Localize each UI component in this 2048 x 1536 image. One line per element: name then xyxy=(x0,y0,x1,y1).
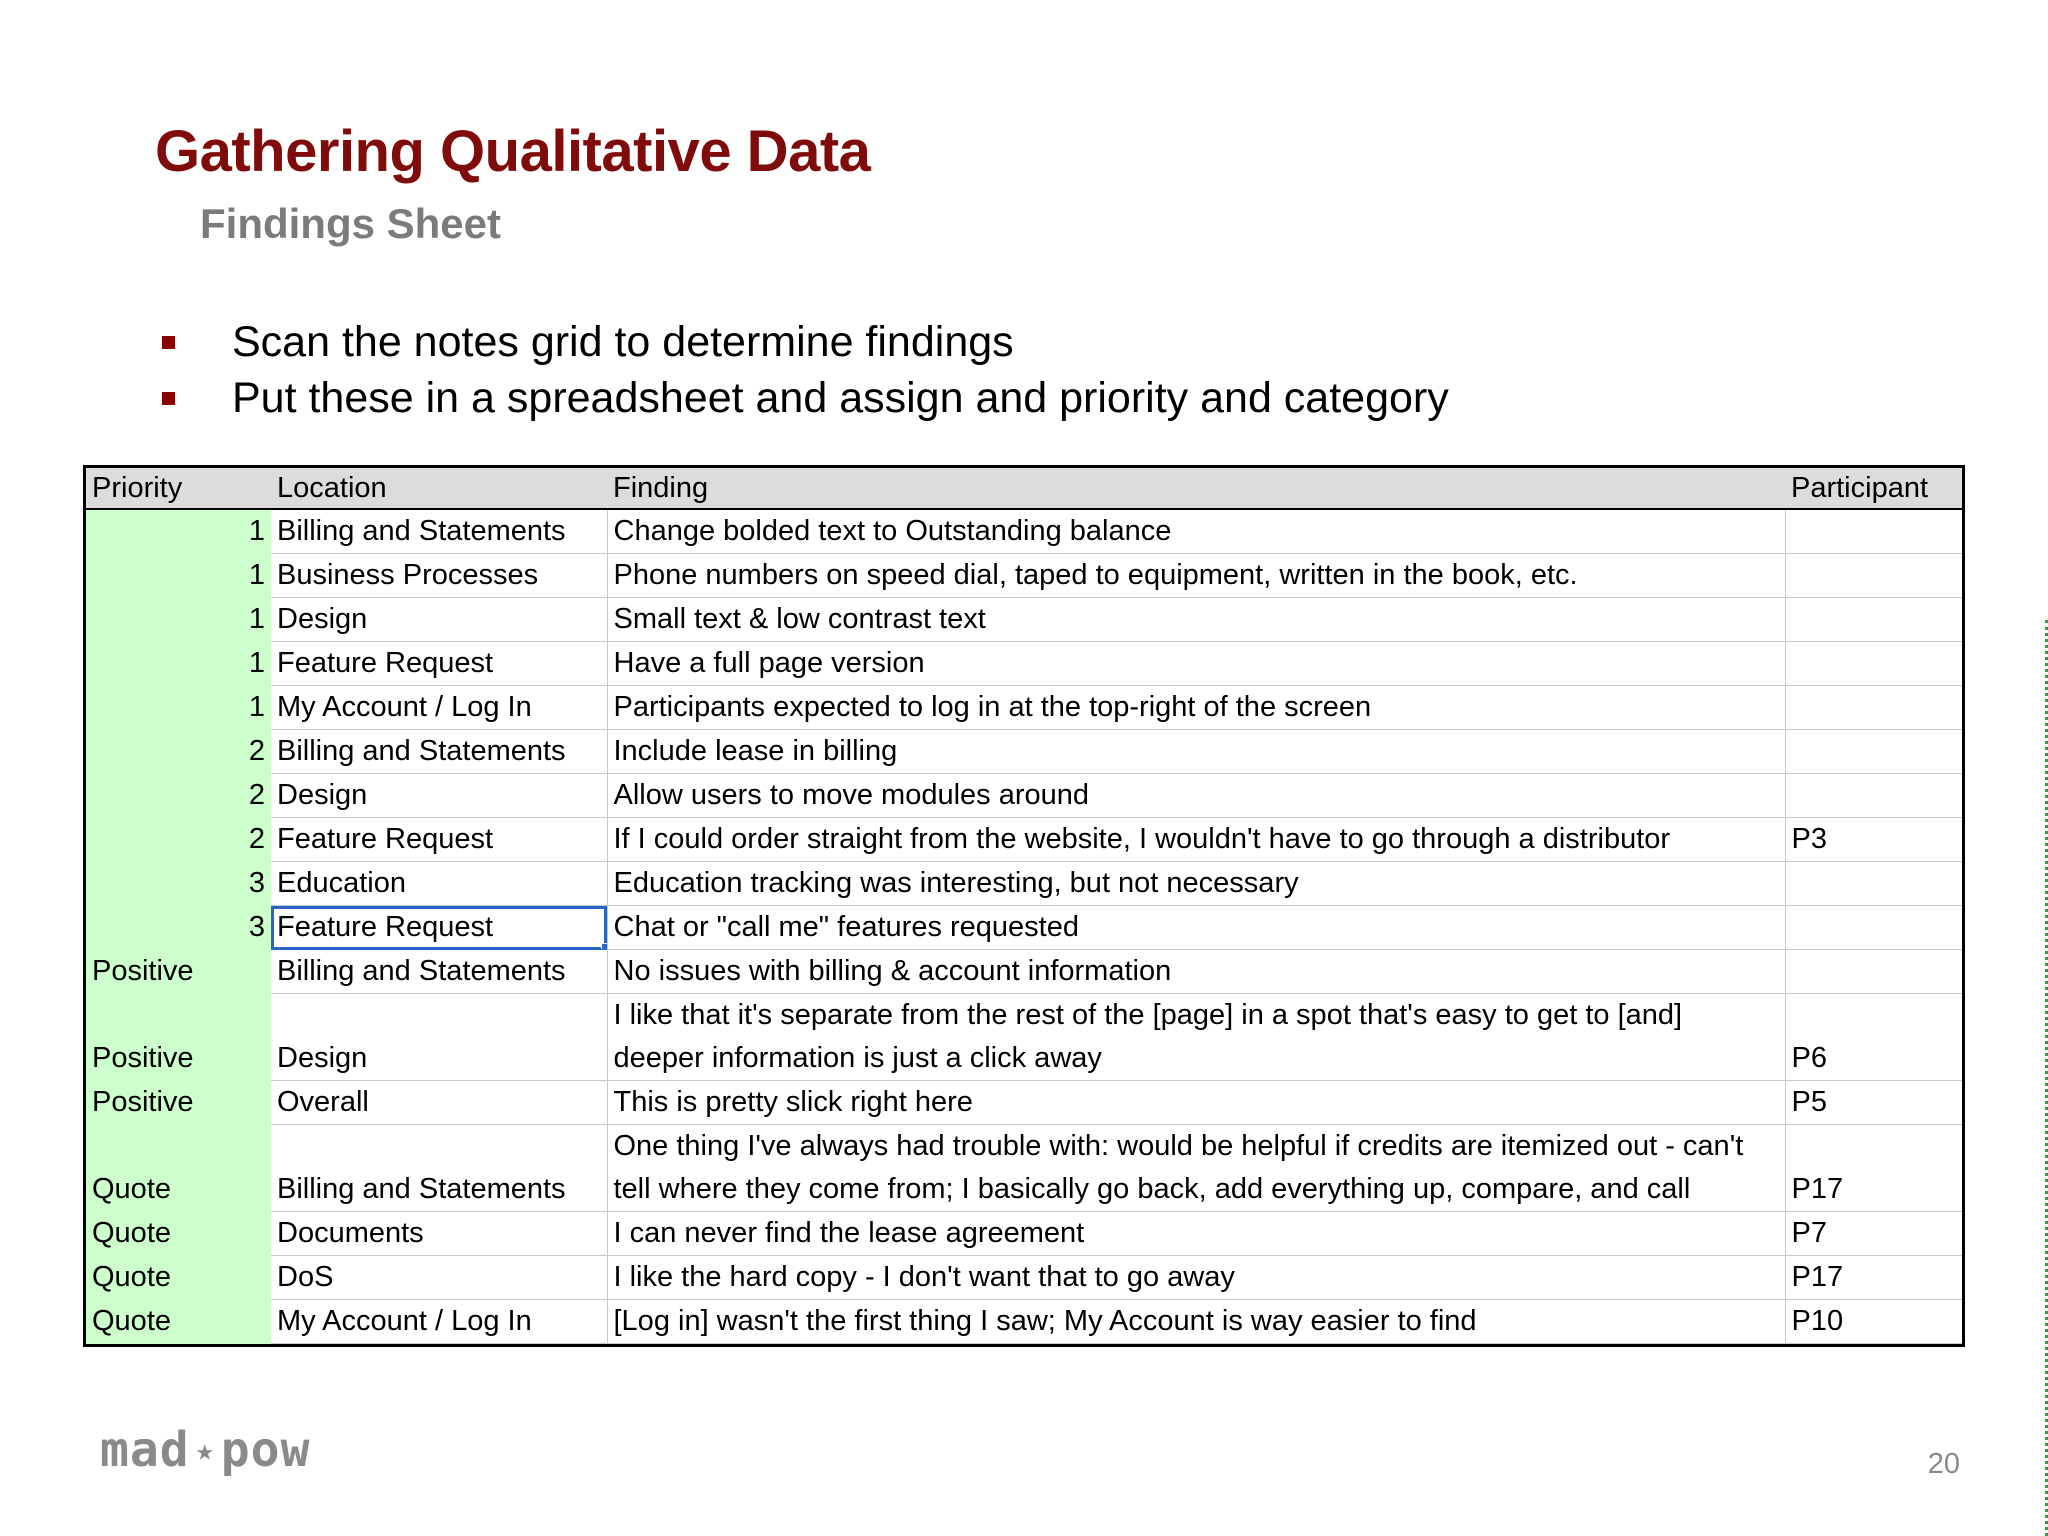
cell-priority[interactable]: 1 xyxy=(86,598,271,642)
cell-participant[interactable] xyxy=(1785,950,1962,994)
star-icon: ★ xyxy=(195,1432,215,1468)
cell-priority[interactable]: Quote xyxy=(86,1256,271,1300)
cell-priority[interactable]: 2 xyxy=(86,730,271,774)
cell-location[interactable]: Design xyxy=(271,598,607,642)
cell-participant[interactable]: P10 xyxy=(1785,1300,1962,1344)
cell-priority[interactable]: Positive xyxy=(86,950,271,994)
bullet-list xyxy=(160,314,1449,426)
cell-location[interactable]: My Account / Log In xyxy=(271,1300,607,1344)
cell-finding[interactable]: One thing I've always had trouble with: would be helpful if credits are itemized out - can't tell where they come from; I basically go back, add everything up, compare, and call xyxy=(607,1125,1785,1212)
table-row xyxy=(86,730,1962,774)
cell-location[interactable]: Feature Request xyxy=(271,818,607,862)
cell-priority[interactable]: 1 xyxy=(86,554,271,598)
cell-priority[interactable]: 1 xyxy=(86,509,271,554)
cell-location[interactable]: Billing and Statements xyxy=(271,730,607,774)
cell-priority[interactable]: 2 xyxy=(86,774,271,818)
cell-finding[interactable]: I can never find the lease agreement xyxy=(607,1212,1785,1256)
cell-finding[interactable]: I like the hard copy - I don't want that to go away xyxy=(607,1256,1785,1300)
table-header-row xyxy=(86,468,1962,509)
cell-location[interactable]: Billing and Statements xyxy=(271,950,607,994)
cell-participant[interactable]: P7 xyxy=(1785,1212,1962,1256)
bullet-item xyxy=(160,314,1449,370)
cell-location[interactable]: Feature Request xyxy=(271,642,607,686)
cell-finding[interactable]: Small text & low contrast text xyxy=(607,598,1785,642)
table-row xyxy=(86,818,1962,862)
table-row xyxy=(86,554,1962,598)
table-row xyxy=(86,1125,1962,1212)
header-participant[interactable]: Participant xyxy=(1785,468,1962,509)
cell-participant[interactable]: P5 xyxy=(1785,1081,1962,1125)
cell-participant[interactable] xyxy=(1785,906,1962,950)
cell-participant[interactable] xyxy=(1785,642,1962,686)
cell-participant[interactable] xyxy=(1785,774,1962,818)
square-bullet-icon xyxy=(162,336,175,349)
cell-priority[interactable]: Quote xyxy=(86,1125,271,1212)
table-row xyxy=(86,774,1962,818)
cell-finding[interactable]: Allow users to move modules around xyxy=(607,774,1785,818)
page-number: 20 xyxy=(1927,1448,1960,1480)
fill-handle[interactable] xyxy=(601,943,608,950)
table-row xyxy=(86,598,1962,642)
table-row xyxy=(86,1300,1962,1344)
cell-finding[interactable]: Education tracking was interesting, but not necessary xyxy=(607,862,1785,906)
table-row xyxy=(86,906,1962,950)
madpow-logo xyxy=(100,1422,310,1478)
cell-participant[interactable]: P17 xyxy=(1785,1125,1962,1212)
cell-priority[interactable]: 1 xyxy=(86,642,271,686)
cell-participant[interactable] xyxy=(1785,598,1962,642)
cell-finding[interactable]: Chat or "call me" features requested xyxy=(607,906,1785,950)
cell-priority[interactable]: Positive xyxy=(86,994,271,1081)
table-row xyxy=(86,509,1962,554)
cell-finding[interactable]: This is pretty slick right here xyxy=(607,1081,1785,1125)
bullet-text: Scan the notes grid to determine findings xyxy=(232,317,1014,366)
cell-participant[interactable] xyxy=(1785,509,1962,554)
table-row xyxy=(86,862,1962,906)
table-row xyxy=(86,950,1962,994)
cell-location[interactable]: Education xyxy=(271,862,607,906)
cell-priority[interactable]: 3 xyxy=(86,862,271,906)
table-row xyxy=(86,686,1962,730)
cell-finding[interactable]: [Log in] wasn't the first thing I saw; My Account is way easier to find xyxy=(607,1300,1785,1344)
cell-participant[interactable]: P6 xyxy=(1785,994,1962,1081)
findings-spreadsheet xyxy=(83,465,1965,1347)
header-location[interactable]: Location xyxy=(271,468,607,509)
cell-location[interactable]: DoS xyxy=(271,1256,607,1300)
header-priority[interactable]: Priority xyxy=(86,468,271,509)
cell-participant[interactable] xyxy=(1785,686,1962,730)
table-row xyxy=(86,1212,1962,1256)
table-row xyxy=(86,1081,1962,1125)
cell-location[interactable]: Billing and Statements xyxy=(271,1125,607,1212)
cell-location[interactable]: Billing and Statements xyxy=(271,509,607,554)
cell-finding[interactable]: No issues with billing & account information xyxy=(607,950,1785,994)
cell-location[interactable]: Design xyxy=(271,774,607,818)
slide-subtitle: Findings Sheet xyxy=(200,200,502,247)
cell-location[interactable]: Feature Request xyxy=(271,906,607,950)
cell-finding[interactable]: Phone numbers on speed dial, taped to equipment, written in the book, etc. xyxy=(607,554,1785,598)
bullet-item xyxy=(160,370,1449,426)
cell-location[interactable]: Business Processes xyxy=(271,554,607,598)
cell-participant[interactable] xyxy=(1785,862,1962,906)
square-bullet-icon xyxy=(162,392,175,405)
table-body xyxy=(86,509,1962,1344)
cell-priority[interactable]: 2 xyxy=(86,818,271,862)
cell-location[interactable]: Overall xyxy=(271,1081,607,1125)
table-row xyxy=(86,994,1962,1081)
cell-finding[interactable]: I like that it's separate from the rest of the [page] in a spot that's easy to get to [and] deeper information is just a click away xyxy=(607,994,1785,1081)
cell-participant[interactable] xyxy=(1785,730,1962,774)
slide-title: Gathering Qualitative Data xyxy=(155,119,871,184)
cell-priority[interactable]: Quote xyxy=(86,1300,271,1344)
header-finding[interactable]: Finding xyxy=(607,468,1785,509)
cell-location[interactable]: Documents xyxy=(271,1212,607,1256)
bullet-text: Put these in a spreadsheet and assign and priority and category xyxy=(232,373,1449,422)
cell-priority[interactable]: 3 xyxy=(86,906,271,950)
table-row xyxy=(86,642,1962,686)
findings-table xyxy=(86,468,1962,1344)
cell-participant[interactable]: P17 xyxy=(1785,1256,1962,1300)
cell-finding[interactable]: Participants expected to log in at the top-right of the screen xyxy=(607,686,1785,730)
logo-text-left: mad xyxy=(100,1422,190,1478)
cell-finding[interactable]: Change bolded text to Outstanding balance xyxy=(607,509,1785,554)
cell-priority[interactable]: 1 xyxy=(86,686,271,730)
cell-participant[interactable] xyxy=(1785,554,1962,598)
cell-participant[interactable]: P3 xyxy=(1785,818,1962,862)
cell-finding[interactable]: Include lease in billing xyxy=(607,730,1785,774)
logo-text-right: pow xyxy=(220,1422,311,1478)
cell-location[interactable]: My Account / Log In xyxy=(271,686,607,730)
table-row xyxy=(86,1256,1962,1300)
cell-location[interactable]: Design xyxy=(271,994,607,1081)
cell-priority[interactable]: Quote xyxy=(86,1212,271,1256)
cell-priority[interactable]: Positive xyxy=(86,1081,271,1125)
cell-finding[interactable]: If I could order straight from the website, I wouldn't have to go through a distributor xyxy=(607,818,1785,862)
cell-finding[interactable]: Have a full page version xyxy=(607,642,1785,686)
